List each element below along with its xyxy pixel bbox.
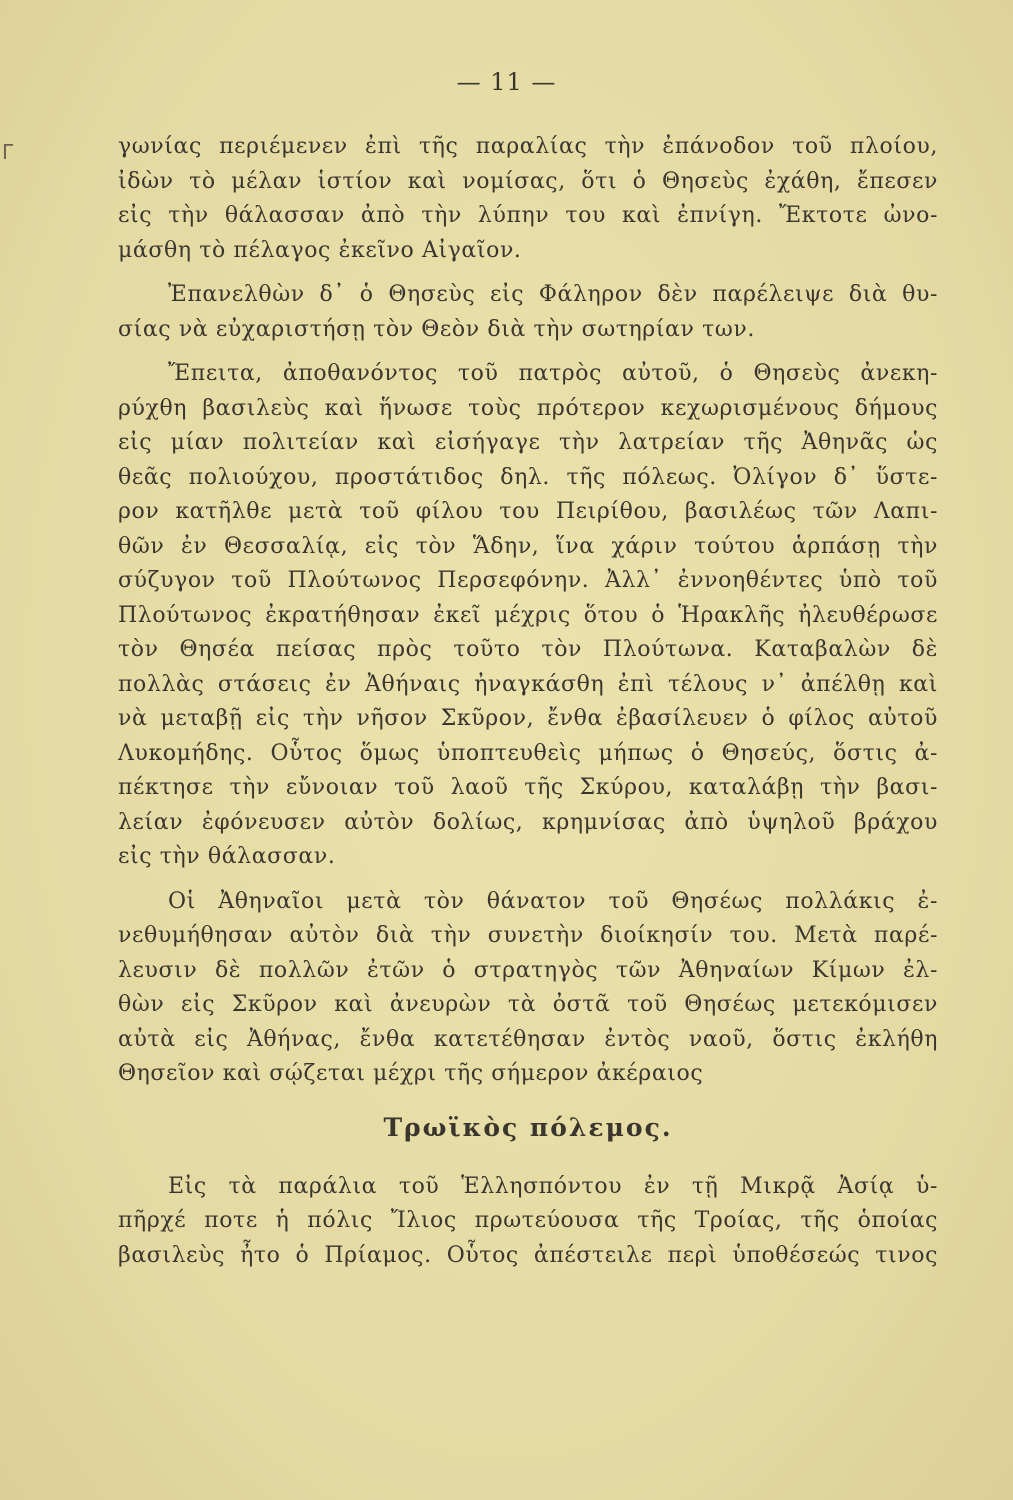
text-line: εἰς μίαν πολιτείαν καὶ εἰσήγαγε τὴν λατρείαν τῆς Ἀθηνᾶς ὡς [118,430,938,455]
text-line: νὰ μεταβῇ εἰς τὴν νῆσον Σκῦρον, ἔνθα ἐβασίλευεν ὁ φίλος αὐτοῦ [118,706,938,731]
paragraph-phaleron [118,278,938,347]
text-line: λείαν ἐφόνευσεν αὐτὸν δολίως, κρημνίσας ἀπὸ ὑψηλοῦ βράχου [118,809,938,835]
text-line: πῆρχέ ποτε ἡ πόλις Ἴλιος πρωτεύουσα τῆς Τροίας, τῆς ὁποίας [118,1208,938,1233]
text-line: Οἱ Ἀθηναῖοι μετὰ τὸν θάνατον τοῦ Θησέως πολλάκις ἐ- [168,888,938,914]
text-line: εἰς τὴν θάλασσαν. [118,844,336,869]
text-line: νεθυμήθησαν αὐτὸν διὰ τὴν συνετὴν διοίκησίν του. Μετὰ παρέ- [118,923,938,948]
text-line: ρύχθη βασιλεὺς καὶ ἥνωσε τοὺς πρότερον κεχωρισμένους δήμους [118,395,938,421]
section-title: Τρωϊκὸς πόλεμος. [383,1112,673,1142]
margin-mark: Γ [2,140,14,164]
text-line: ἰδὼν τὸ μέλαν ἱστίον καὶ νομίσας, ὅτι ὁ Θησεὺς ἐχάθη, ἔπεσεν [118,168,938,194]
text-line: πολλὰς στάσεις ἐν Ἀθήναις ἠναγκάσθη ἐπὶ τέλους ν᾽ ἀπέλθῃ καὶ [118,671,938,697]
text-line: γωνίας περιέμενεν ἐπὶ τῆς παραλίας τὴν ἐπάνοδον τοῦ πλοίου, [118,134,938,159]
paragraph-aegean [118,130,938,268]
paragraph-troy [118,1170,938,1274]
text-line: Θησεῖον καὶ σῴζεται μέχρι τῆς σήμερον ἀκέραιος [118,1061,704,1086]
text-line: αὐτὰ εἰς Ἀθήνας, ἔνθα κατετέθησαν ἐντὸς ναοῦ, ὅστις ἐκλήθη [118,1026,938,1052]
page-number: — 11 — [456,68,557,96]
paragraph-theseion [118,885,938,1092]
body-text [118,130,938,1273]
text-line: μάσθη τὸ πέλαγος ἐκεῖνο Αἰγαῖον. [118,237,522,263]
text-line: θῶν ἐν Θεσσαλίᾳ, εἰς τὸν Ἅδην, ἵνα χάριν τούτου ἁρπάσῃ τὴν [118,533,938,559]
text-line: θὼν εἰς Σκῦρον καὶ ἀνευρὼν τὰ ὀστᾶ τοῦ Θησέως μετεκόμισεν [118,992,938,1017]
text-line: Πλούτωνος ἐκρατήθησαν ἐκεῖ μέχρις ὅτου ὁ Ἡρακλῆς ἠλευθέρωσε [118,602,938,628]
text-line: βασιλεὺς ἦτο ὁ Πρίαμος. Οὗτος ἀπέστειλε περὶ ὑποθέσεώς τινος [118,1242,938,1268]
text-line: Λυκομήδης. Οὗτος ὅμως ὑποπτευθεὶς μήπως ὁ Θησεύς, ὅστις ἀ- [118,740,938,766]
text-line: λευσιν δὲ πολλῶν ἐτῶν ὁ στρατηγὸς τῶν Ἀθηναίων Κίμων ἐλ- [118,957,938,983]
text-line: θεᾶς πολιούχου, προστάτιδος δηλ. τῆς πόλεως. Ὀλίγον δ᾽ ὕστε- [118,464,938,490]
text-line: Εἰς τὰ παράλια τοῦ Ἑλλησπόντου ἐν τῇ Μικρᾷ Ἀσίᾳ ὑ- [168,1173,938,1199]
text-line: εἰς τὴν θάλασσαν ἀπὸ τὴν λύπην του καὶ ἐπνίγη. Ἔκτοτε ὠνο- [118,203,938,228]
text-line: ρον κατῆλθε μετὰ τοῦ φίλου του Πειρίθου, βασιλέως τῶν Λαπι- [118,499,938,524]
text-line: σύζυγον τοῦ Πλούτωνος Περσεφόνην. Ἀλλ᾽ ἐννοηθέντες ὑπὸ τοῦ [118,568,938,593]
text-line: πέκτησε τὴν εὔνοιαν τοῦ λαοῦ τῆς Σκύρου, καταλάβῃ τὴν βασι- [118,775,938,800]
text-line: σίας νὰ εὐχαριστήσῃ τὸν Θεὸν διὰ τὴν σωτηρίαν των. [118,316,755,342]
text-line: τὸν Θησέα πείσας πρὸς τοῦτο τὸν Πλούτωνα. Καταβαλὼν δὲ [118,637,938,662]
text-line: Ἔπειτα, ἀποθανόντος τοῦ πατρὸς αὐτοῦ, ὁ Θησεὺς ἀνεκη- [168,361,938,386]
text-line: Ἐπανελθὼν δ᾽ ὁ Θησεὺς εἰς Φάληρον δὲν παρέλειψε διὰ θυ- [168,282,938,307]
paragraph-theseus-king [118,357,938,875]
